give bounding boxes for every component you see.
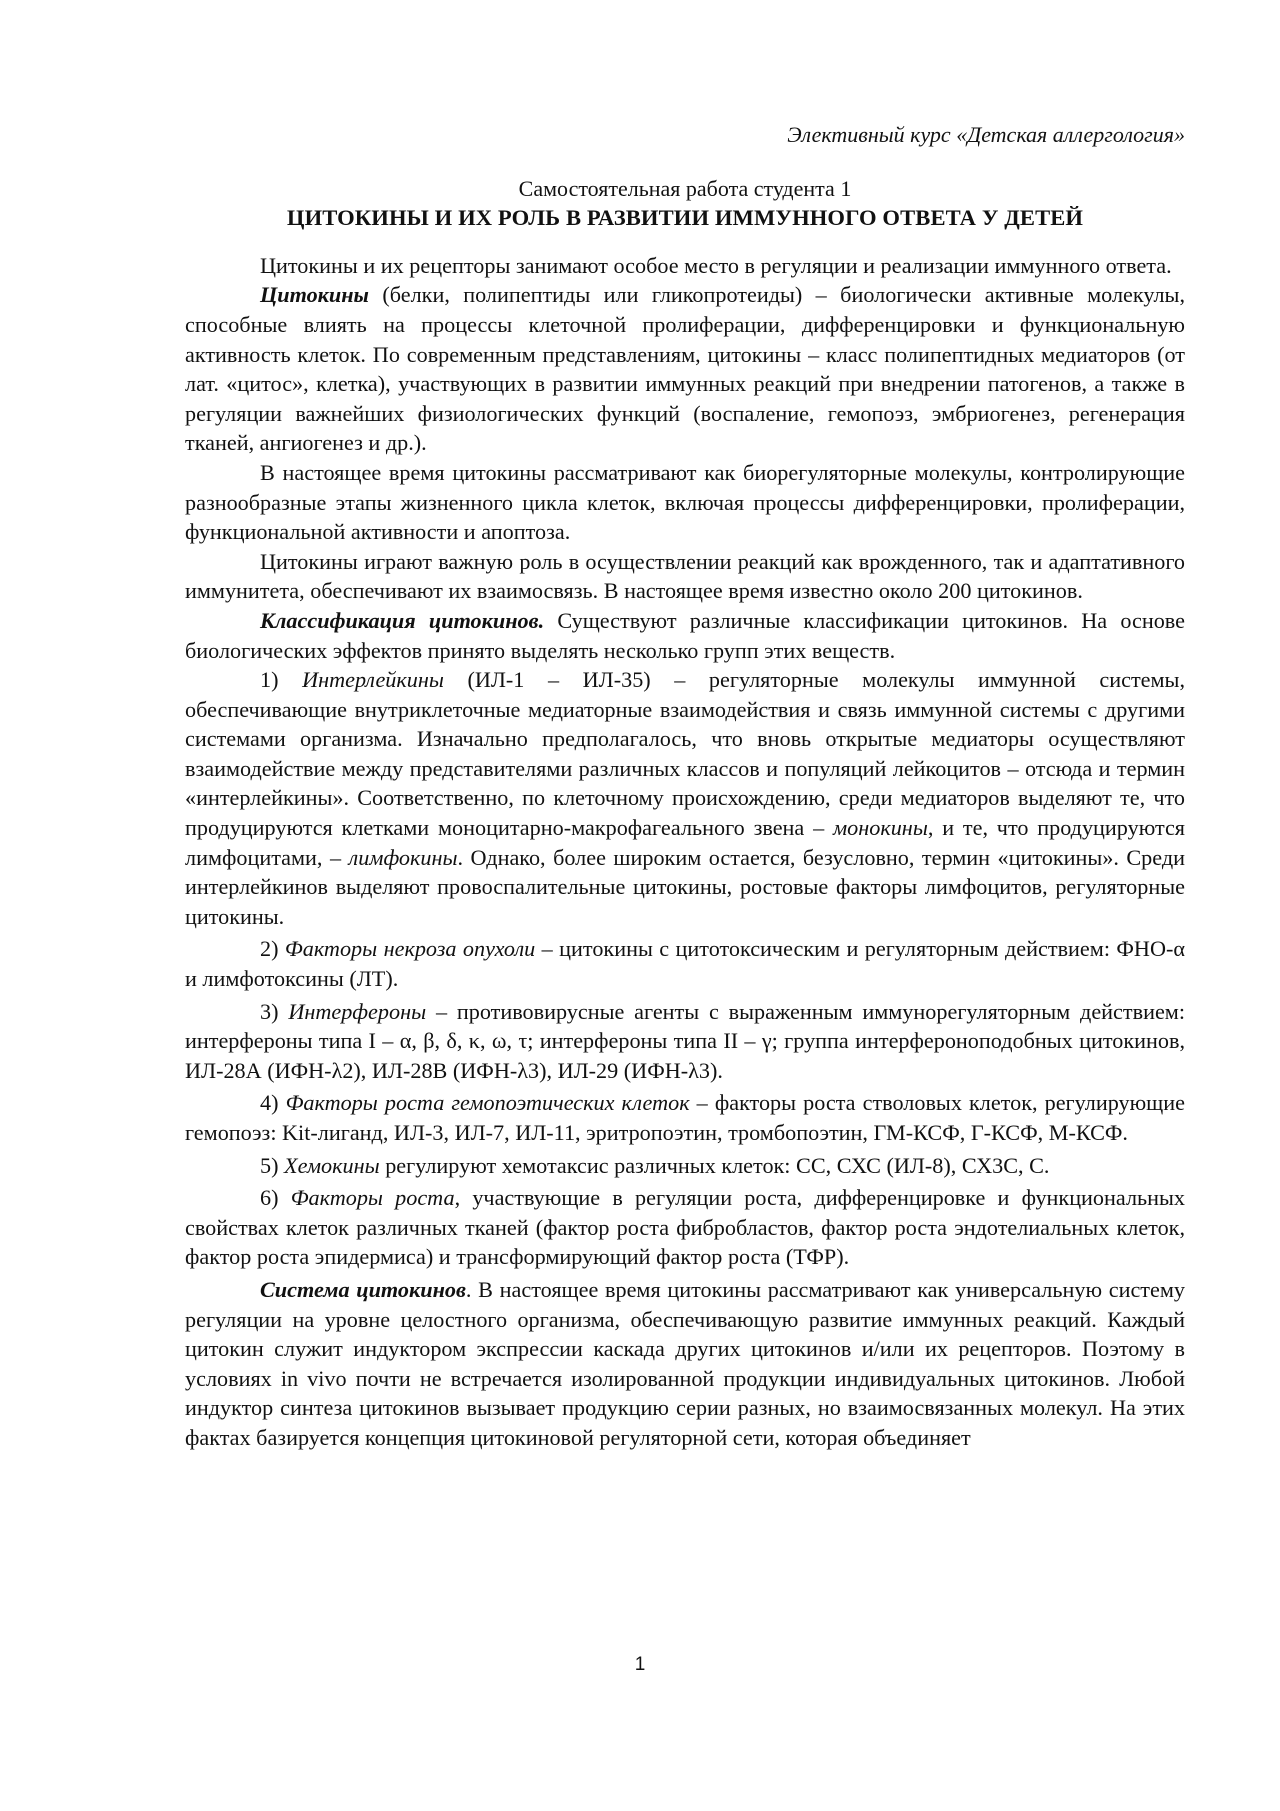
course-name: Элективный курс «Детская аллергология»: [787, 122, 1185, 147]
paragraph-text: (белки, полипептиды или гликопротеиды) – биологически активные молекулы, способные влиять на процессы клеточной пролиферации, дифференцировки и функциональную активность клеток. По современным представлениям, цитокины – класс полипептидных медиаторов (от лат. «цитос», клетка), участвующих в развитии иммунных реакций при внедрении патогенов, а также в регуляции важнейших физиологических функций (воспаление, гемопоэз, эмбриогенез, регенерация тканей, ангиогенез и др.).: [185, 282, 1185, 456]
paragraph-text: , участвующие в регуляции роста, дифференцировке и функциональных свойствах клеток различных тканей (фактор роста фибробластов, фактор роста эндотелиальных клеток, фактор роста эпидермиса) и трансформирующий фактор роста (ТФР).: [185, 1185, 1186, 1270]
paragraph-text: – противовирусные агенты с выраженным иммунорегуляторным действием: интерфероны типа I – α, β, δ, κ, ω, τ; интерфероны типа II – γ; группа интерфероноподобных цитокинов, ИЛ-28А (ИФН-λ2), ИЛ-28В (ИФН-λ3), ИЛ-29 (ИФН-λ3).: [185, 998, 1185, 1083]
term-chemokines: Хемокины: [284, 1152, 380, 1178]
paragraph-text: – цитокины с цитотоксическим и регуляторным действием: ФНО-α и лимфотоксины (ЛТ).: [185, 936, 1185, 992]
paragraph-text: Цитокины и их рецепторы занимают особое место в регуляции и реализации иммунного ответа.: [260, 252, 1172, 278]
paragraph-text: В настоящее время цитокины рассматривают как биорегуляторные молекулы, контролирующие разнообразные этапы жизненного цикла клеток, включая процессы дифференцировки, пролиферации, функциональной активности и апоптоза.: [185, 459, 1185, 545]
list-item-tnf: [185, 934, 1185, 993]
list-number: 6): [260, 1185, 291, 1211]
term-classification: Классификация цитокинов.: [260, 607, 545, 633]
term-growth-factors: Факторы роста: [290, 1185, 455, 1211]
paragraph-cytokines-definition: [185, 280, 1185, 458]
list-item-hematopoietic-factors: [185, 1088, 1185, 1147]
term-tnf: Факторы некроза опухоли: [284, 936, 536, 962]
list-item-chemokines: [185, 1151, 1185, 1181]
term-interferons: Интерфероны: [288, 998, 427, 1024]
paragraph-intro: [185, 251, 1185, 281]
term-hematopoietic-factors: Факторы роста гемопоэтических клеток: [285, 1090, 690, 1116]
paragraph-text: , и те, что продуцируются лимфоцитами, –: [185, 815, 1186, 870]
list-number: 1): [260, 667, 303, 693]
paragraph-bioregulators: [185, 458, 1185, 547]
paragraph-text: – факторы роста стволовых клеток, регулирующие гемопоэз: Kit-лиганд, ИЛ-3, ИЛ-7, ИЛ-11, эритропоэтин, тромбопоэтин, ГМ-КСФ, Г-КСФ, М-КСФ.: [185, 1090, 1185, 1145]
list-item-interferons: [185, 997, 1185, 1086]
paragraph-text: . Однако, более широким остается, безусловно, термин «цитокины». Среди интерлейкинов выделяют провоспалительные цитокины, ростовые факторы лимфоцитов, регуляторные цитокины.: [185, 844, 1185, 929]
list-item-growth-factors: [185, 1183, 1185, 1272]
paragraph-text: Цитокины играют важную роль в осуществлении реакций как врожденного, так и адаптативного иммунитета, обеспечивают их взаимосвязь. В настоящее время известно около 200 цитокинов.: [185, 548, 1185, 604]
list-number: 5): [260, 1152, 285, 1178]
list-number: 3): [260, 998, 289, 1024]
term-monokines: монокины: [832, 815, 928, 841]
list-number: 4): [260, 1090, 286, 1116]
term-cytokines: Цитокины: [260, 282, 369, 308]
paragraph-text: (ИЛ-1 – ИЛ-35) – регуляторные молекулы иммунной системы, обеспечивающие внутриклеточные медиаторные взаимодействия и связь иммунной системы с другими системами организма. Изначально предполагалось, что вновь открытые медиаторы осуществляют взаимодействие между представителями различных классов и популяций лейкоцитов – отсюда и термин «интерлейкины». Соответственно, по клеточному происхождению, среди медиаторов выделяют те, что продуцируются клетками моноцитарно-макрофагеального звена –: [185, 667, 1185, 841]
list-item-interleukins: [185, 665, 1185, 931]
paragraph-classification: [185, 606, 1185, 665]
paragraph-cytokine-system: [185, 1275, 1185, 1453]
work-title: Самостоятельная работа студента 1: [518, 175, 852, 201]
term-lymphokines: лимфокины: [348, 844, 458, 870]
term-interleukins: Интерлейкины: [302, 667, 444, 693]
list-number: 2): [260, 936, 285, 962]
page-title: ЦИТОКИНЫ И ИХ РОЛЬ В РАЗВИТИИ ИММУННОГО ОТВЕТА У ДЕТЕЙ: [286, 205, 1084, 231]
paragraph-text: . В настоящее время цитокины рассматривают как универсальную систему регуляции на уровне целостного организма, обеспечивающую развитие иммунных реакций. Каждый цитокин служит индуктором экспрессии каскада других цитокинов и/или их рецепторов. Поэтому в условиях in vivo почти не встречается изолированной продукции индивидуальных цитокинов. Любой индуктор синтеза цитокинов вызывает продукцию серии разных, но взаимосвязанных молекул. На этих фактах базируется концепция цитокиновой регуляторной сети, которая объединяет: [185, 1276, 1185, 1450]
term-cytokine-system: Система цитокинов: [260, 1276, 466, 1302]
paragraph-text: Существуют различные классификации цитокинов. На основе биологических эффектов принято выделять несколько групп этих веществ.: [185, 607, 1185, 663]
paragraph-text: регулируют хемотаксис различных клеток: СС, СХС (ИЛ-8), СХ3С, С.: [379, 1152, 1050, 1178]
page-number: 1: [634, 1654, 646, 1675]
paragraph-immunity-role: [185, 547, 1185, 606]
